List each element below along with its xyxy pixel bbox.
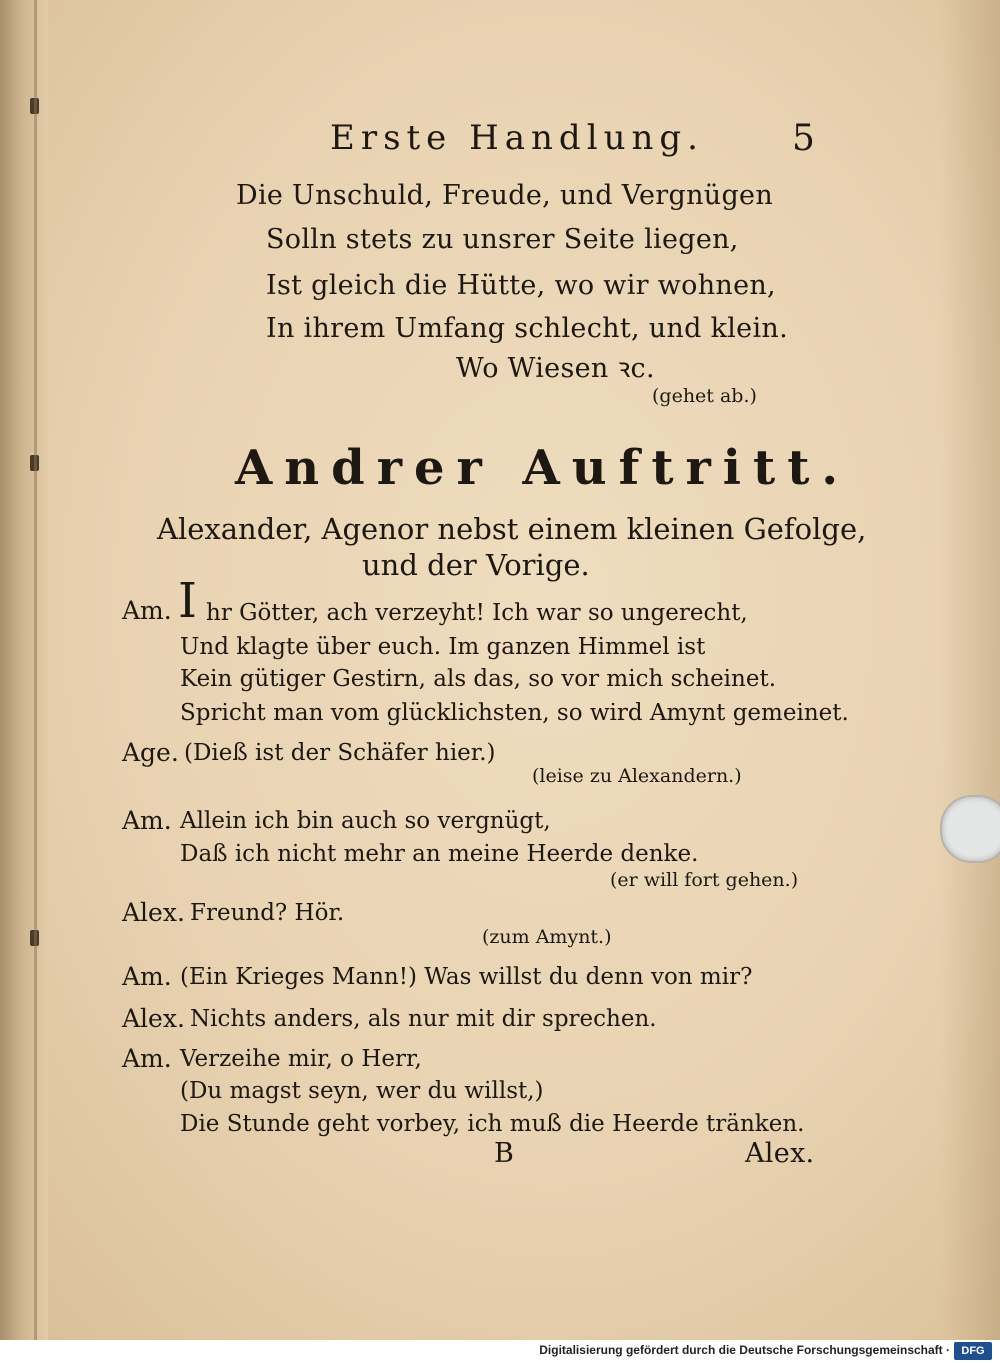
- dialogue-line: hr Götter, ach verzeyht! Ich war so ungerecht,: [206, 600, 748, 626]
- binding-mark: [30, 455, 39, 471]
- footer-bar: [0, 1340, 1000, 1363]
- dialogue-line: Verzeihe mir, o Herr,: [180, 1046, 422, 1072]
- dialogue-line: Allein ich bin auch so vergnügt,: [180, 808, 551, 834]
- stage-direction: (zum Amynt.): [482, 926, 612, 948]
- drop-cap: I: [178, 573, 197, 629]
- speaker-name: Age.: [122, 738, 179, 767]
- dialogue-line: Kein gütiger Gestirn, als das, so vor mich scheinet.: [180, 666, 777, 692]
- stage-direction: (gehet ab.): [652, 385, 757, 407]
- binding-mark: [30, 98, 39, 114]
- verse-refrain: Wo Wiesen ꝛc.: [456, 353, 655, 384]
- verse-line: Solln stets zu unsrer Seite liegen,: [266, 224, 739, 255]
- stage-direction: (leise zu Alexandern.): [532, 765, 742, 787]
- dialogue-line: Spricht man vom glücklichsten, so wird Amynt gemeinet.: [180, 700, 849, 726]
- dialogue-line: Daß ich nicht mehr an meine Heerde denke.: [180, 841, 699, 867]
- dfg-logo-icon: DFG: [954, 1342, 992, 1360]
- speaker-name: Alex.: [122, 1004, 185, 1033]
- stage-direction: (er will fort gehen.): [610, 869, 799, 891]
- cast-list: Alexander, Agenor nebst einem kleinen Gefolge,: [157, 512, 867, 546]
- dialogue-line: (Dieß ist der Schäfer hier.): [184, 740, 496, 766]
- book-gutter: [0, 0, 48, 1340]
- dialogue-line: Und klagte über euch. Im ganzen Himmel ist: [180, 634, 706, 660]
- binding-mark: [30, 930, 39, 946]
- speaker-name: Am.: [122, 1044, 172, 1073]
- catchword: Alex.: [745, 1138, 815, 1169]
- scene-heading: Andrer Auftritt.: [235, 440, 851, 496]
- speaker-name: Alex.: [122, 898, 185, 927]
- dialogue-line: (Ein Krieges Mann!) Was willst du denn von mir?: [180, 964, 753, 990]
- running-title: Erste Handlung.: [330, 118, 704, 158]
- footer-credit: Digitalisierung gefördert durch die Deutsche Forschungsgemeinschaft ·: [539, 1343, 950, 1357]
- verse-line: Ist gleich die Hütte, wo wir wohnen,: [266, 270, 776, 301]
- signature-mark: B: [494, 1138, 515, 1169]
- dialogue-line: Freund? Hör.: [190, 900, 345, 926]
- dialogue-line: (Du magst seyn, wer du willst,): [180, 1078, 544, 1104]
- dialogue-line: Nichts anders, als nur mit dir sprechen.: [190, 1006, 657, 1032]
- page-number: 5: [792, 118, 815, 159]
- verse-line: In ihrem Umfang schlecht, und klein.: [266, 313, 788, 344]
- speaker-name: Am.: [122, 962, 172, 991]
- cast-list: und der Vorige.: [362, 548, 590, 582]
- verse-line: Die Unschuld, Freude, und Vergnügen: [236, 180, 774, 211]
- speaker-name: Am.: [122, 806, 172, 835]
- page-tab-marker: [940, 795, 1000, 863]
- speaker-name: Am.: [122, 596, 172, 625]
- page-edge-shadow: [940, 0, 1000, 1340]
- dialogue-line: Die Stunde geht vorbey, ich muß die Heerde tränken.: [180, 1111, 805, 1137]
